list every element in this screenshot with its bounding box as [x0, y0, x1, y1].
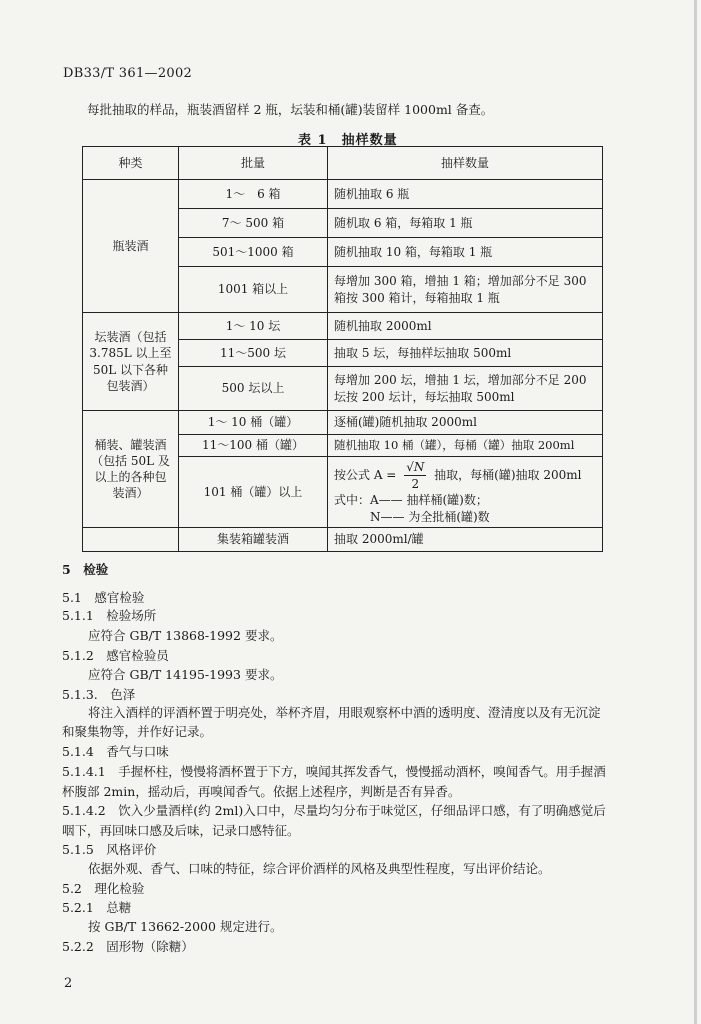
document-code: DB33/T 361—2002 [63, 66, 193, 81]
formula-legend-a: 式中：A—— 抽样桶(罐)数； [334, 493, 488, 508]
category-cell: 坛装酒（包括 3.785L 以上至 50L 以下各种包装酒） [83, 313, 179, 411]
table-row [83, 180, 603, 209]
section-heading: 5.1.4 香气与口味 [62, 744, 169, 759]
sample-cell: 随机抽取 2000ml [328, 313, 603, 340]
section-heading: 5.1.1 检验场所 [62, 608, 157, 623]
sample-cell: 抽取 5 坛，每抽样坛抽取 500ml [328, 340, 603, 367]
table-title: 表 1 抽样数量 [298, 133, 398, 148]
section-body: 5.1.4.1 手握杯柱，慢慢将酒杯置于下方，嗅闻其挥发香气，慢慢摇动酒杯，嗅闻香气。用手握酒 [62, 764, 606, 779]
formula-fraction [404, 459, 426, 492]
table-row [83, 527, 603, 551]
batch-cell: 11～500 坛 [179, 340, 328, 367]
batch-cell: 1～ 10 坛 [179, 313, 328, 340]
table-row [83, 411, 603, 435]
section-heading: 5.1.3. 色泽 [62, 687, 136, 702]
section-body: 咽下，再回味口感及后味，记录口感特征。 [62, 823, 300, 838]
section-body: 应符合 GB/T 13868-1992 要求。 [88, 628, 283, 643]
sample-cell: 随机抽取 6 瓶 [328, 180, 603, 209]
sample-cell: 抽取 2000ml/罐 [328, 527, 603, 551]
sampling-table [82, 146, 603, 552]
formula-cell [328, 457, 603, 528]
batch-cell: 1001 箱以上 [179, 267, 328, 313]
batch-cell: 101 桶（罐）以上 [179, 457, 328, 528]
sample-cell: 随机抽取 10 桶（罐），每桶（罐）抽取 200ml [328, 435, 603, 457]
page-number: 2 [64, 976, 73, 991]
batch-cell: 1～ 10 桶（罐） [179, 411, 328, 435]
formula-prefix: 按公式 A = [334, 468, 397, 483]
sample-cell: 随机取 6 箱，每箱取 1 瓶 [328, 209, 603, 238]
section-body: 依据外观、香气、口味的特征，综合评价酒样的风格及典型性程度，写出评价结论。 [88, 861, 551, 876]
sample-cell: 每增加 200 坛，增抽 1 坛，增加部分不足 200 坛按 200 坛计，每坛抽取 500ml [328, 367, 603, 411]
section-heading: 5.2.1 总糖 [62, 900, 132, 915]
formula-denominator: 2 [411, 477, 420, 492]
formula-numerator: √N [404, 459, 426, 476]
formula-line [334, 459, 596, 492]
sample-cell: 随机抽取 10 箱，每箱取 1 瓶 [328, 238, 603, 267]
formula-suffix: 抽取，每桶(罐)抽取 200ml [434, 468, 582, 483]
intro-paragraph: 每批抽取的样品，瓶装酒留样 2 瓶，坛装和桶(罐)装留样 1000ml 备查。 [87, 102, 494, 117]
section-body: 和聚集物等，并作好记录。 [62, 724, 213, 739]
header-sample: 抽样数量 [328, 147, 603, 180]
section-body: 按 GB/T 13662-2000 规定进行。 [88, 919, 283, 934]
sample-cell: 逐桶(罐)随机抽取 2000ml [328, 411, 603, 435]
section-heading: 5.1.5 风格评价 [62, 842, 157, 857]
section-body: 将注入酒样的评酒杯置于明亮处，举杯齐眉，用眼观察杯中酒的透明度、澄清度以及有无沉淀 [88, 705, 601, 720]
batch-cell: 11～100 桶（罐） [179, 435, 328, 457]
section-body: 杯腹部 2min，摇动后，再嗅闻香气。依据上述程序，判断是否有异香。 [62, 784, 461, 799]
batch-cell: 1～ 6 箱 [179, 180, 328, 209]
section-heading: 5 检验 [62, 562, 109, 577]
scan-edge [694, 0, 697, 1024]
sample-cell: 每增加 300 箱，增抽 1 箱；增加部分不足 300 箱按 300 箱计，每箱抽取 1 瓶 [328, 267, 603, 313]
section-heading: 5.2.2 固形物（除糖） [62, 939, 194, 954]
category-cell: 桶装、罐装酒（包括 50L 及以上的各种包装酒） [83, 411, 179, 528]
section-heading: 5.1 感官检验 [62, 590, 145, 605]
section-body: 5.1.4.2 饮入少量酒样(约 2ml)入口中，尽量均匀分布于味觉区，仔细品评口感，有了明确感觉后 [62, 803, 606, 818]
table-header-row [83, 147, 603, 180]
section-heading: 5.2 理化检验 [62, 881, 145, 896]
formula-legend-n: N—— 为全批桶(罐)数 [370, 509, 490, 524]
batch-cell: 500 坛以上 [179, 367, 328, 411]
batch-cell: 7～ 500 箱 [179, 209, 328, 238]
table-row [83, 313, 603, 340]
category-cell: 瓶装酒 [83, 180, 179, 313]
header-batch: 批量 [179, 147, 328, 180]
batch-cell: 集装箱罐装酒 [179, 527, 328, 551]
batch-cell: 501～1000 箱 [179, 238, 328, 267]
section-heading: 5.1.2 感官检验员 [62, 648, 169, 663]
section-body: 应符合 GB/T 14195-1993 要求。 [88, 667, 283, 682]
header-category: 种类 [83, 147, 179, 180]
